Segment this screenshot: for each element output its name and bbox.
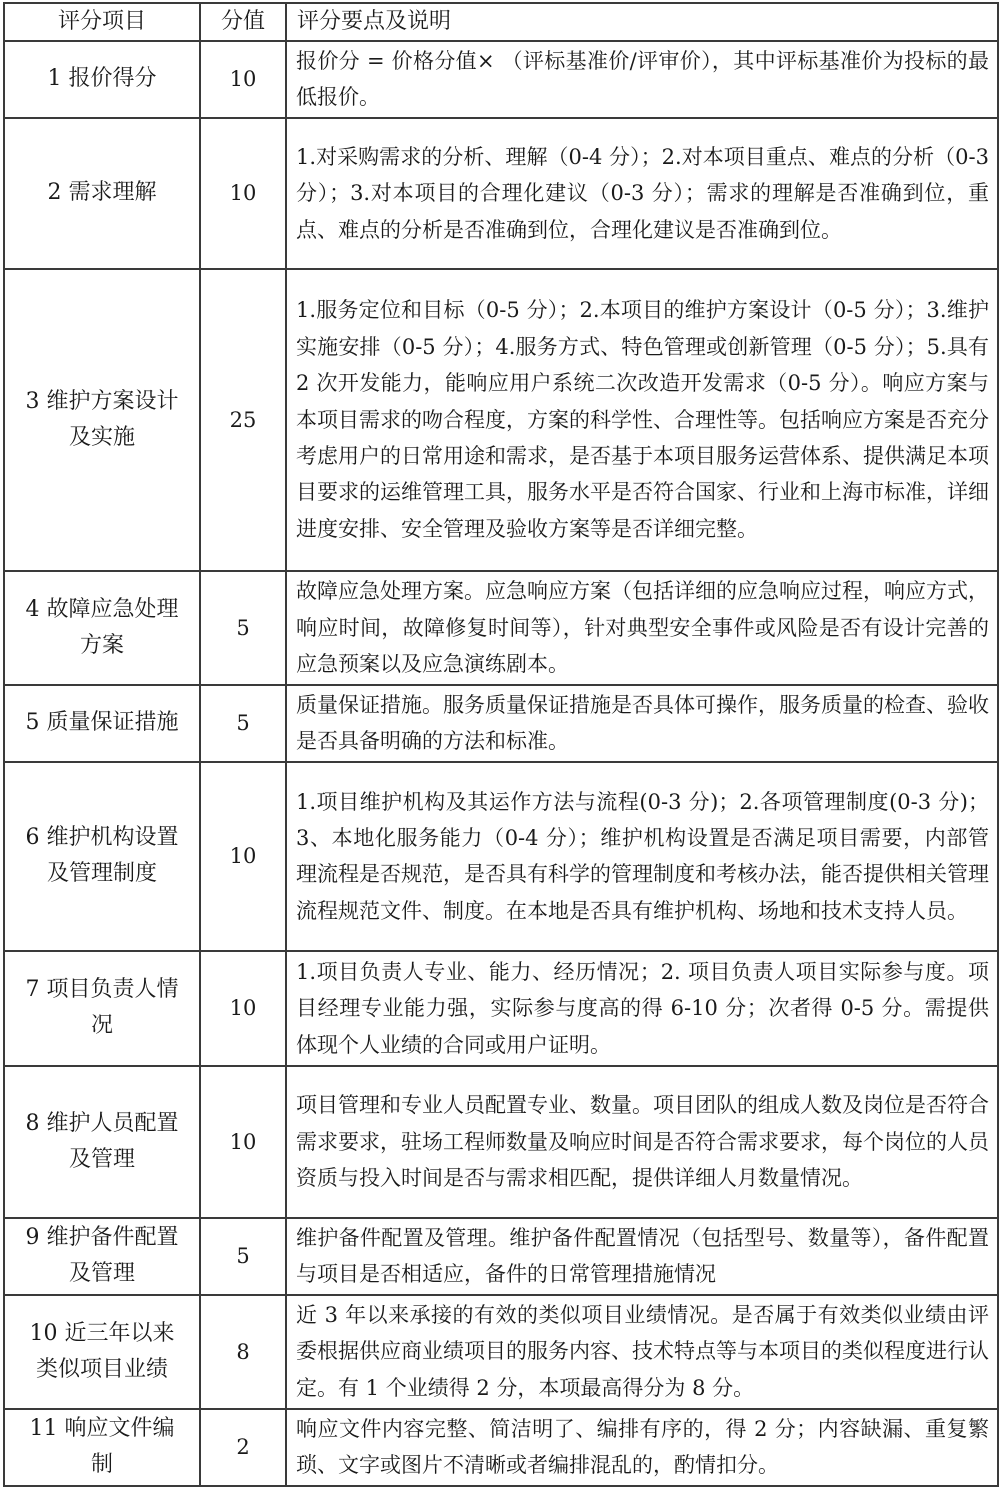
row-item: 8 维护人员配置及管理 bbox=[4, 1066, 200, 1218]
table-row bbox=[4, 1066, 998, 1218]
table-row bbox=[4, 41, 998, 118]
table-row bbox=[4, 571, 998, 685]
row-description: 维护备件配置及管理。维护备件配置情况（包括型号、数量等），备件配置与项目是否相适应，备件的日常管理措施情况 bbox=[286, 1218, 998, 1295]
table-row bbox=[4, 269, 998, 571]
row-score: 10 bbox=[200, 1066, 286, 1218]
table-row bbox=[4, 951, 998, 1066]
row-score: 10 bbox=[200, 118, 286, 269]
row-description: 1.项目维护机构及其运作方法与流程(0-3 分)；2.各项管理制度(0-3 分)；3、本地化服务能力（0-4 分）；维护机构设置是否满足项目需要，内部管理流程是否规范，是否具有科学的管理制度和考核办法，能否提供相关管理流程规范文件、制度。在本地是否具有维护机构、场地和技术支持人员。 bbox=[286, 762, 998, 951]
row-description: 报价分 = 价格分值× （评标基准价/评审价），其中评标基准价为投标的最低报价。 bbox=[286, 41, 998, 118]
row-item: 2 需求理解 bbox=[4, 118, 200, 269]
row-description: 1.对采购需求的分析、理解（0-4 分）；2.对本项目重点、难点的分析（0-3 分）；3.对本项目的合理化建议（0-3 分）；需求的理解是否准确到位，重点、难点的分析是否准确到位，合理化建议是否准确到位。 bbox=[286, 118, 998, 269]
row-score: 10 bbox=[200, 41, 286, 118]
row-score: 5 bbox=[200, 1218, 286, 1295]
table-header-row bbox=[4, 3, 998, 41]
row-description: 1.项目负责人专业、能力、经历情况；2. 项目负责人项目实际参与度。项目经理专业能力强，实际参与度高的得 6-10 分；次者得 0-5 分。需提供体现个人业绩的合同或用户证明。 bbox=[286, 951, 998, 1066]
row-description: 质量保证措施。服务质量保证措施是否具体可操作，服务质量的检查、验收是否具备明确的方法和标准。 bbox=[286, 685, 998, 762]
row-item: 10 近三年以来类似项目业绩 bbox=[4, 1295, 200, 1409]
row-description: 近 3 年以来承接的有效的类似项目业绩情况。是否属于有效类似业绩由评委根据供应商业绩项目的服务内容、技术特点等与本项目的类似程度进行认定。有 1 个业绩得 2 分，本项最高得分为 8 分。 bbox=[286, 1295, 998, 1409]
header-item: 评分项目 bbox=[4, 3, 200, 41]
row-item: 1 报价得分 bbox=[4, 41, 200, 118]
row-description: 1.服务定位和目标（0-5 分）；2.本项目的维护方案设计（0-5 分）；3.维护实施安排（0-5 分）；4.服务方式、特色管理或创新管理（0-5 分）；5.具有 2 次开发能力，能响应用户系统二次改造开发需求（0-5 分）。响应方案与本项目需求的吻合程度，方案的科学性、合理性等。包括响应方案是否充分考虑用户的日常用途和需求，是否基于本项目服务运营体系、提供满足本项目要求的运维管理工具，服务水平是否符合国家、行业和上海市标准，详细进度安排、安全管理及验收方案等是否详细完整。 bbox=[286, 269, 998, 571]
table-row bbox=[4, 118, 998, 269]
scoring-table bbox=[3, 2, 999, 1487]
row-item: 11 响应文件编制 bbox=[4, 1409, 200, 1486]
table-row bbox=[4, 1295, 998, 1409]
table-row bbox=[4, 1218, 998, 1295]
row-score: 8 bbox=[200, 1295, 286, 1409]
row-item: 5 质量保证措施 bbox=[4, 685, 200, 762]
table-row bbox=[4, 1409, 998, 1486]
row-description: 项目管理和专业人员配置专业、数量。项目团队的组成人数及岗位是否符合需求要求，驻场工程师数量及响应时间是否符合需求要求，每个岗位的人员资质与投入时间是否与需求相匹配，提供详细人月数量情况。 bbox=[286, 1066, 998, 1218]
row-description: 故障应急处理方案。应急响应方案（包括详细的应急响应过程，响应方式，响应时间，故障修复时间等），针对典型安全事件或风险是否有设计完善的应急预案以及应急演练剧本。 bbox=[286, 571, 998, 685]
row-item: 3 维护方案设计及实施 bbox=[4, 269, 200, 571]
row-score: 5 bbox=[200, 685, 286, 762]
row-item: 7 项目负责人情况 bbox=[4, 951, 200, 1066]
row-score: 25 bbox=[200, 269, 286, 571]
row-score: 5 bbox=[200, 571, 286, 685]
table-row bbox=[4, 685, 998, 762]
row-score: 2 bbox=[200, 1409, 286, 1486]
row-score: 10 bbox=[200, 951, 286, 1066]
row-item: 6 维护机构设置及管理制度 bbox=[4, 762, 200, 951]
row-item: 4 故障应急处理方案 bbox=[4, 571, 200, 685]
row-score: 10 bbox=[200, 762, 286, 951]
table-row bbox=[4, 762, 998, 951]
row-description: 响应文件内容完整、简洁明了、编排有序的，得 2 分；内容缺漏、重复繁琐、文字或图片不清晰或者编排混乱的，酌情扣分。 bbox=[286, 1409, 998, 1486]
header-score: 分值 bbox=[200, 3, 286, 41]
header-description: 评分要点及说明 bbox=[286, 3, 998, 41]
row-item: 9 维护备件配置及管理 bbox=[4, 1218, 200, 1295]
